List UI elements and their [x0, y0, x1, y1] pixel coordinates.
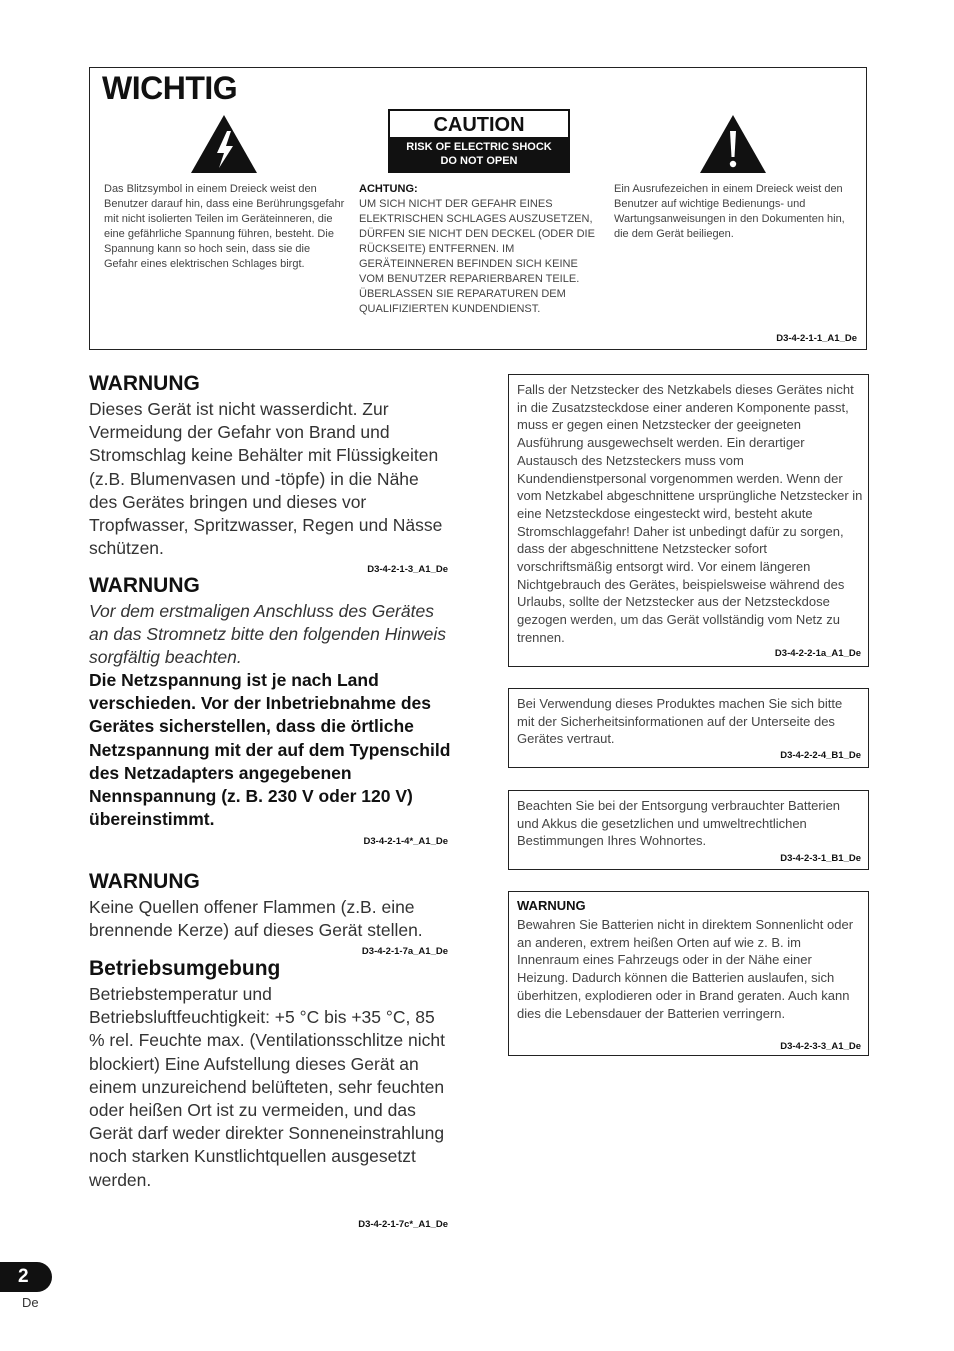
- reference-code: D3-4-2-3-3_A1_De: [780, 1041, 861, 1052]
- reference-code: D3-4-2-1-4*_A1_De: [363, 836, 448, 847]
- lightning-description: Das Blitzsymbol in einem Dreieck weist den Benutzer darauf hin, dass eine Berührungsgefahr mit nicht isolierten Teilen im Geräteinneren, die eine gefährliche Spannung führen, besteht. Die Spannung kann so hoch sein, dass sie die Gefahr eines elektrischen Schlages birgt.: [104, 183, 345, 270]
- reference-code: D3-4-2-2-4_B1_De: [780, 750, 861, 761]
- exclamation-warning-icon: [698, 113, 768, 175]
- warning-voltage-text: Die Netzspannung ist je nach Land verschieden. Vor der Inbetriebnahme des Gerätes sicherstellen, dass die örtliche Netzspannung mit der auf dem Typenschild des Netzadapters angegebenen Nennspannung (z. B. 230 V oder 120 V) übereinstimmt.: [89, 670, 451, 830]
- battery-disposal-box: [508, 790, 869, 870]
- warning-voltage-intro: Vor dem erstmaligen Anschluss des Gerätes an das Stromnetz bitte den folgenden Hinweis sorgfältig beachten.: [89, 601, 447, 668]
- caution-line-1: RISK OF ELECTRIC SHOCK: [406, 141, 552, 153]
- plug-notice-box: [508, 374, 869, 667]
- battery-disposal-text: Beachten Sie bei der Entsorgung verbrauchter Batterien und Akkus die gesetzlichen und umweltrechtlichen Bestimmungen Ihres Wohnortes.: [517, 798, 841, 849]
- reference-code: D3-4-2-1-7a_A1_De: [361, 946, 448, 957]
- caution-description: [359, 182, 599, 317]
- warning-heading: WARNUNG: [89, 574, 200, 597]
- environment-heading: Betriebsumgebung: [89, 957, 281, 980]
- reference-code: D3-4-2-2-1a_A1_De: [774, 648, 861, 659]
- reference-code: D3-4-2-1-7c*_A1_De: [358, 1219, 448, 1230]
- page-number: 2: [18, 1266, 29, 1287]
- battery-warning-box: [508, 891, 869, 1056]
- reference-code: D3-4-2-1-1_A1_De: [776, 333, 857, 344]
- caution-title: CAUTION: [390, 111, 568, 137]
- safety-info-text: Bei Verwendung dieses Produktes machen Sie sich bitte mit der Sicherheitsinformationen auf der Unterseite des Gerätes vertraut.: [517, 696, 843, 747]
- caution-line-2: DO NOT OPEN: [440, 155, 518, 167]
- plug-notice-text: Falls der Netzstecker des Netzkabels dieses Gerätes nicht in die Zusatzsteckdose einer anderen Komponente passt, muss er gegen einen Netzstecker der geeigneten Ausführung ausgewechselt werden. Ein derartiger Austausch des Netzsteckers muss vom Kundendienstpersonal vorgenommen werden. Wenn der vom Netzkabel abgeschnittene ursprüngliche Netzstecker in eine Netzsteckdose eingesteckt wird, besteht akute Stromschlaggefahr! Daher ist unbedingt dafür zu sorgen, dass der abgeschnittene Netzstecker sofort vorschriftsmäßig entsorgt wird. Vor einem längeren Nichtgebrauch des Gerätes, beispielsweise während des Urlaubs, sollte der Netzstecker aus der Netzsteckdose gezogen werden, um das Gerät vollständig vom Netz zu trennen.: [517, 382, 863, 645]
- exclamation-description: Ein Ausrufezeichen in einem Dreieck weist den Benutzer auf wichtige Bedienungs- und Wartungsanweisungen in den Dokumenten hin, die dem Gerät beiliegen.: [614, 183, 845, 240]
- reference-code: D3-4-2-3-1_B1_De: [780, 853, 861, 864]
- page-language: De: [22, 1295, 39, 1310]
- safety-info-box: [508, 688, 869, 768]
- battery-warning-heading: WARNUNG: [517, 898, 586, 913]
- lightning-warning-icon: [189, 113, 259, 175]
- page-title: WICHTIG: [102, 70, 238, 106]
- warning-flame-text: Keine Quellen offener Flammen (z.B. eine brennende Kerze) auf dieses Gerät stellen.: [89, 897, 423, 941]
- environment-text: Betriebstemperatur und Betriebsluftfeuchtigkeit: +5 °C bis +35 °C, 85 % rel. Feuchte max. (Ventilationsschlitze nicht blockiert) Eine Aufstellung dieses Gerät an einem unzureichend belüfteten, sehr feuchten oder heißen Ort ist zu vermeiden, und das Gerät darf weder direkter Sonneneinstrahlung noch starken Kunstlichtquellen ausgesetzt werden.: [89, 984, 445, 1190]
- warning-water-text: Dieses Gerät ist nicht wasserdicht. Zur Vermeidung der Gefahr von Brand und Stromschlag keine Behälter mit Flüssigkeiten (z.B. Blumenvasen und -töpfe) in die Nähe des Gerätes bringen und dieses vor Tropfwasser, Spritzwasser, Regen und Nässe schützen.: [89, 399, 443, 559]
- caution-body: UM SICH NICHT DER GEFAHR EINES ELEKTRISCHEN SCHLAGES AUSZUSETZEN, DÜRFEN SIE NICHT DEN DECKEL (ODER DIE RÜCKSEITE) ENTFERNEN. IM GERÄTEINNEREN BEFINDEN SICH KEINE VOM BENUTZER REPARIERBAREN TEILE. ÜBERLASSEN SIE REPARATUREN DEM QUALIFIZIERTEN KUNDENDIENST.: [359, 198, 595, 315]
- reference-code: D3-4-2-1-3_A1_De: [367, 564, 448, 575]
- caution-heading: ACHTUNG:: [359, 183, 418, 195]
- battery-warning-text: Bewahren Sie Batterien nicht in direktem Sonnenlicht oder an anderen, extrem heißen Orten auf wie z. B. im Innenraum eines Fahrzeugs oder in der Nähe einer Heizung. Dadurch können die Batterien auslaufen, sich überhitzen, explodieren oder in Brand geraten. Auch kann dies die Lebensdauer der Batterien verringern.: [517, 917, 854, 1021]
- caution-label: [388, 109, 570, 173]
- warning-heading: WARNUNG: [89, 372, 200, 395]
- warning-heading: WARNUNG: [89, 870, 200, 893]
